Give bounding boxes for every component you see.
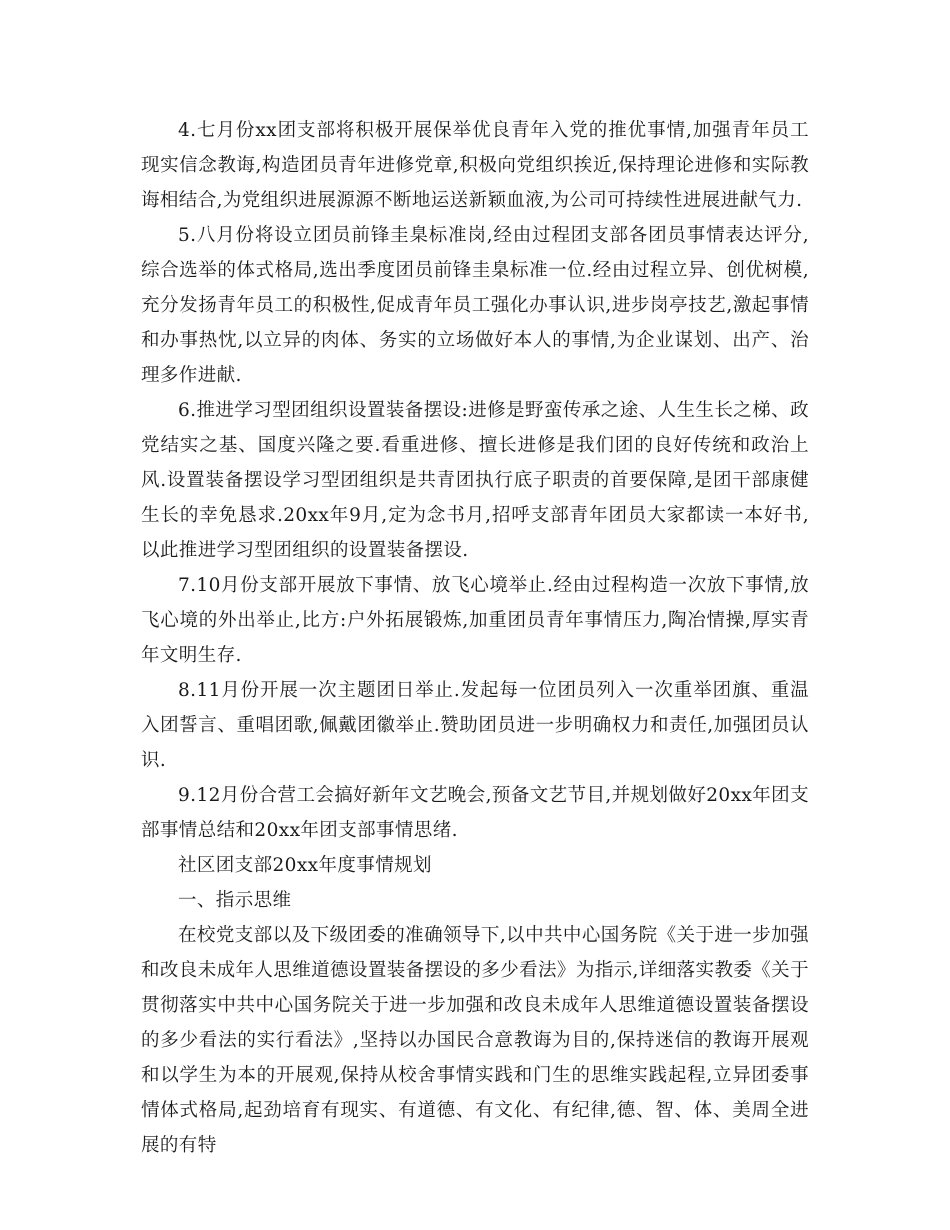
paragraph-item-9: 9.12月份合营工会搞好新年文艺晚会,预备文艺节目,并规划做好20xx年团支部事情总结和20xx年团支部事情思绪.	[141, 785, 809, 841]
document-page	[141, 113, 809, 1163]
paragraph-item-8: 8.11月份开展一次主题团日举止.发起每一位团员列入一次重举团旗、重温入团誓言、重唱团歌,佩戴团徽举止.赞助团员进一步明确权力和责任,加强团员认识.	[141, 680, 809, 771]
body-paragraph: 在校党支部以及下级团委的准确领导下,以中共中心国务院《关于进一步加强和改良未成年人思维道德设置装备摆设的多少看法》为指示,详细落实教委《关于贯彻落实中共中心国务院关于进一步加强和改良未成年人思维道德设置装备摆设的多少看法的实行看法》,坚持以办国民合意教诲为目的,保持迷信的教诲开展观和以学生为本的开展观,保持从校舍事情实践和门生的思维实践起程,立异团委事情体式格局,起劲培育有现实、有道德、有文化、有纪律,德、智、体、美周全进展的有特	[141, 925, 809, 1156]
paragraph-item-6: 6.推进学习型团组织设置装备摆设:进修是野蛮传承之途、人生生长之梯、政党结实之基、国度兴隆之要.看重进修、擅长进修是我们团的良好传统和政治上风.设置装备摆设学习型团组织是共青团执行底子职责的首要保障,是团干部康健生长的幸免恳求.20xx年9月,定为念书月,招呼支部青年团员大家都读一本好书,以此推进学习型团组织的设置装备摆设.	[141, 400, 809, 561]
paragraph-item-7: 7.10月份支部开展放下事情、放飞心境举止.经由过程构造一次放下事情,放飞心境的外出举止,比方:户外拓展锻炼,加重团员青年事情压力,陶冶情操,厚实青年文明生存.	[141, 575, 809, 666]
paragraph-item-4: 4.七月份xx团支部将积极开展保举优良青年入党的推优事情,加强青年员工现实信念教诲,构造团员青年进修党章,积极向党组织挨近,保持理论进修和实际教诲相结合,为党组织进展源源不断地运送新颖血液,为公司可持续性进展进献气力.	[141, 120, 809, 211]
section-title: 社区团支部20xx年度事情规划	[178, 855, 432, 876]
section-heading: 一、指示思维	[178, 890, 292, 911]
paragraph-item-5: 5.八月份将设立团员前锋圭臬标准岗,经由过程团支部各团员事情表达评分,综合选举的体式格局,选出季度团员前锋圭臬标准一位.经由过程立异、创优树模,充分发扬青年员工的积极性,促成青年员工强化办事认识,进步岗亭技艺,激起事情和办事热忱,以立异的肉体、务实的立场做好本人的事情,为企业谋划、出产、治理多作进献.	[141, 225, 809, 386]
